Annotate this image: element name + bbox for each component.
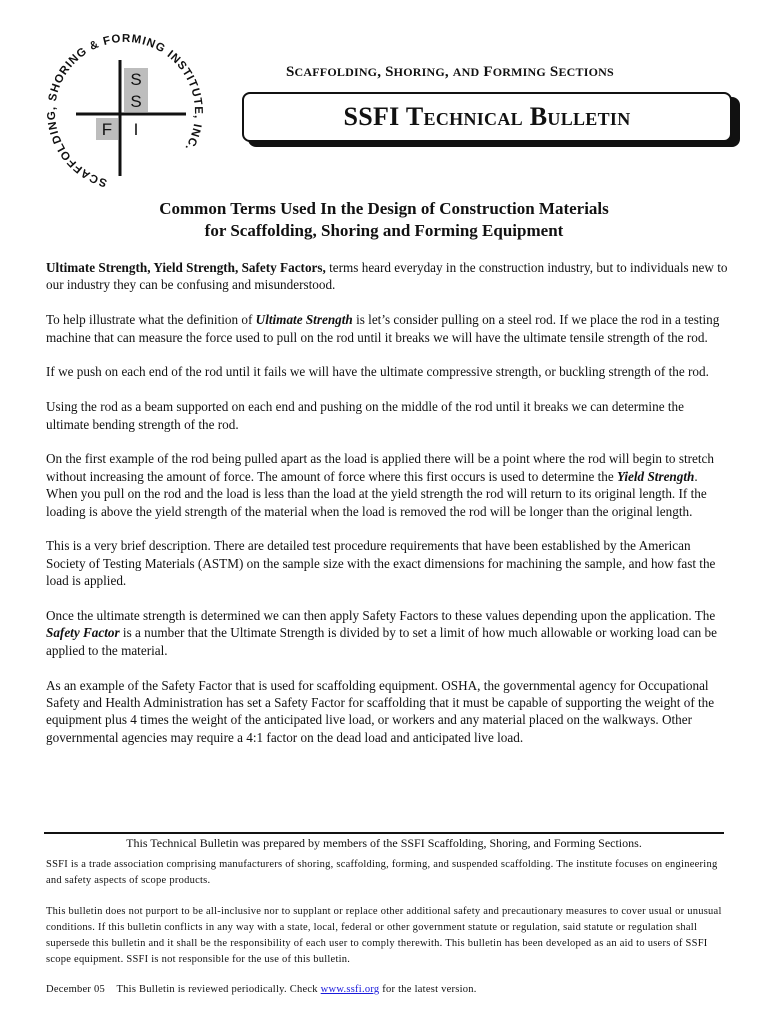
paragraph-6: This is a very brief description. There are detailed test procedure requirements that have been established by the American Society of Testing Materials (ASTM) on the sample size with the exact dimensions for machining the sample, and how fast the load is applied. xyxy=(46,538,716,589)
disclaimer: This bulletin does not purport to be all-inclusive nor to supplant or replace other additional safety and precautionary measures to cover usual or unusual conditions. If this bulletin conflicts in any way with a state, local, federal or other government statute or regulation, said statute or regulation shall supersede this bulletin and it shall be the responsibility of each user to comply therewith. This bulletin has been developed as an aid to users of SSFI scope equipment. SSFI is not responsible for the use of this bulletin. xyxy=(46,906,722,965)
sections-label-word: ORMING xyxy=(492,65,546,79)
defined-term: Ultimate Strength xyxy=(255,312,353,328)
logo-letter-s2: S xyxy=(130,92,142,111)
paragraph-4: Using the rod as a beam supported on each end and pushing on the middle of the rod until it breaks we can determine the ultimate bending strength of the rod. xyxy=(46,399,684,432)
bulletin-title: SSFI Technical Bulletin xyxy=(343,102,631,131)
ssfi-logo xyxy=(36,28,214,194)
review-text: This Bulletin is reviewed periodically. Check xyxy=(116,984,321,995)
logo-letter-i: I xyxy=(133,120,139,139)
prepared-by-note: This Technical Bulletin was prepared by members of the SSFI Scaffolding, Shoring, and Forming Sections. xyxy=(126,836,642,850)
defined-term: Safety Factor xyxy=(46,625,120,641)
sections-label: SCAFFOLDING, SHORING, AND FORMING SECTIONS xyxy=(286,64,614,80)
logo-ring-text: SCAFFOLDING, SHORING & FORMING INSTITUTE, INC. xyxy=(45,32,205,189)
document-title-line-1: Common Terms Used In the Design of Construction Materials xyxy=(159,199,609,218)
body-text xyxy=(46,259,730,764)
logo-letter-s1: S xyxy=(130,70,142,89)
paragraph-1: Ultimate Strength, Yield Strength, Safety Factors, terms heard everyday in the construction industry, but to individuals new to our industry they can be confusing and misunderstood. xyxy=(46,260,728,293)
defined-term: Yield Strength xyxy=(617,468,695,484)
paragraph-7: Once the ultimate strength is determined we can then apply Safety Factors to these values depending upon the application. The Safety Factor is a number that the Ultimate Strength is divided by to set a limit of how much allowable or working load can be applied to the material. xyxy=(46,608,717,658)
sections-label-word: CAFFOLDING xyxy=(294,65,378,79)
paragraph-3: If we push on each end of the rod until it fails we will have the ultimate compressive strength, or buckling strength of the rod. xyxy=(46,364,709,380)
bulletin-date: December 05 xyxy=(46,984,106,995)
review-note xyxy=(46,982,726,998)
sections-label-cap: F xyxy=(483,64,493,80)
document-title xyxy=(40,198,728,242)
paragraph-8: As an example of the Safety Factor that is used for scaffolding equipment. OSHA, the governmental agency for Occupational Safety and Health Administration has set a Safety Factor for scaffolding that it must be capable of supporting the weight of the equipment plus 4 times the weight of the anticipated live load, or workers and any material placed on the walkways. Other governmental agencies may require a 4:1 factor on the dead load and anticipated live load. xyxy=(46,677,715,745)
paragraph-5: On the first example of the rod being pulled apart as the load is applied there will be a point where the rod will begin to stretch without increasing the amount of force. The amount of force where this first occurs is used to determine the Yield Strength. When you pull on the rod and the load is less than the load at the yield strength the rod will return to its original length. If the loading is above the yield strength of the material when the load is removed the rod will be longer than the original length. xyxy=(46,451,714,519)
sections-label-cap: S xyxy=(286,64,295,80)
sections-label-word: ECTIONS xyxy=(558,65,614,79)
sections-label-word: AND xyxy=(452,65,480,79)
sections-label-word: HORING xyxy=(393,65,445,79)
sections-label-cap: S xyxy=(385,64,394,80)
ssfi-website-link[interactable]: www.ssfi.org xyxy=(320,984,380,995)
paragraph-2: To help illustrate what the definition of Ultimate Strength is let’s consider pulling on a steel rod. If we place the rod in a testing machine that can measure the force used to pull on the rod until it breaks we will have the ultimate tensile strength of the rod. xyxy=(46,312,720,345)
bold-term: Ultimate Strength, Yield Strength, Safety Factors, xyxy=(46,260,326,275)
footer-divider xyxy=(44,832,724,834)
document-title-line-2: for Scaffolding, Shoring and Forming Equipment xyxy=(204,221,564,240)
sections-label-cap: S xyxy=(549,64,559,80)
bulletin-banner xyxy=(242,92,732,142)
about-ssfi: SSFI is a trade association comprising manufacturers of shoring, scaffolding, forming, and suspended scaffolding. The institute focuses on engineering and safety aspects of scope products. xyxy=(46,859,718,886)
logo-letter-f: F xyxy=(101,120,113,139)
review-text-end: for the latest version. xyxy=(379,984,477,995)
